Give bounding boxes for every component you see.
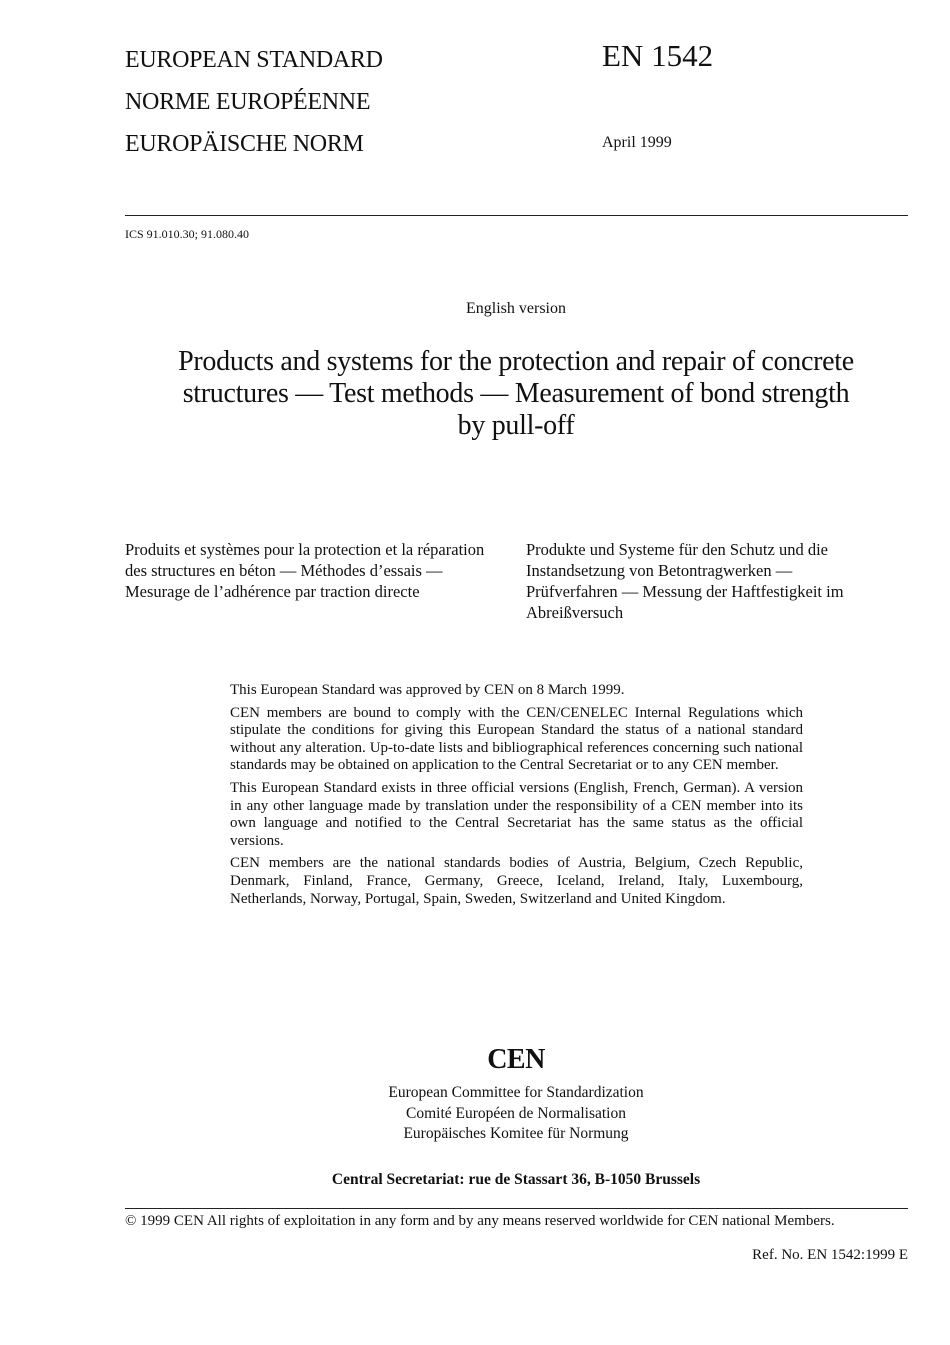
approval-paragraph: CEN members are bound to comply with the CEN/CENELEC Internal Regulations which stipulate the conditions for giving this European Standard the status of a national standard without any alteration. Up-to-date lists and bibliographical references concerning such national standards may be obtained on application to the Central Secretariat or to any CEN member. — [230, 704, 803, 774]
document-title: Products and systems for the protection and repair of concrete structures — Test methods — Measurement of bond strength by pull-off — [178, 346, 854, 441]
header-divider — [125, 215, 908, 216]
standard-type-french: NORME EUROPÉENNE — [125, 89, 371, 115]
standard-type-english: EUROPEAN STANDARD — [125, 47, 383, 73]
approval-paragraph: This European Standard exists in three official versions (English, French, German). A version in any other language made by translation under the responsibility of a CEN member into its own language and notified to the Central Secretariat has the same status as the official versions. — [230, 779, 803, 849]
approval-paragraph: CEN members are the national standards bodies of Austria, Belgium, Czech Republic, Denmark, Finland, France, Germany, Greece, Iceland, Ireland, Italy, Luxembourg, Netherlands, Norway, Portugal, Spain, Sweden, Switzerland and United Kingdom. — [230, 855, 803, 907]
standard-number: EN 1542 — [602, 38, 714, 73]
footer-divider — [125, 1208, 908, 1209]
cen-logo: CEN — [487, 1044, 545, 1075]
publication-date: April 1999 — [602, 134, 672, 151]
approval-notice — [230, 682, 803, 913]
standard-type-german: EUROPÄISCHE NORM — [125, 131, 364, 157]
reference-number: Ref. No. EN 1542:1999 E — [752, 1247, 908, 1263]
cen-name-english: European Committee for Standardization — [388, 1084, 644, 1101]
central-secretariat-address: Central Secretariat: rue de Stassart 36, B-1050 Brussels — [331, 1171, 701, 1188]
ics-code: ICS 91.010.30; 91.080.40 — [125, 227, 250, 241]
german-title: Produkte und Systeme für den Schutz und die Instandsetzung von Betontragwerken — Prüfverfahren — Messung der Haftfestigkeit im Abreißversuch — [526, 540, 844, 622]
version-label: English version — [466, 300, 566, 317]
cen-committee-names — [0, 1083, 950, 1145]
french-title: Produits et systèmes pour la protection et la réparation des structures en béton — Méthodes d’essais — Mesurage de l’adhérence par traction directe — [125, 540, 485, 601]
cen-name-german: Europäisches Komitee für Normung — [403, 1125, 629, 1142]
cen-name-french: Comité Européen de Normalisation — [406, 1104, 626, 1122]
copyright-notice: © 1999 CEN All rights of exploitation in any form and by any means reserved worldwide for CEN national Members. — [125, 1213, 835, 1229]
approval-paragraph: This European Standard was approved by CEN on 8 March 1999. — [230, 682, 625, 698]
